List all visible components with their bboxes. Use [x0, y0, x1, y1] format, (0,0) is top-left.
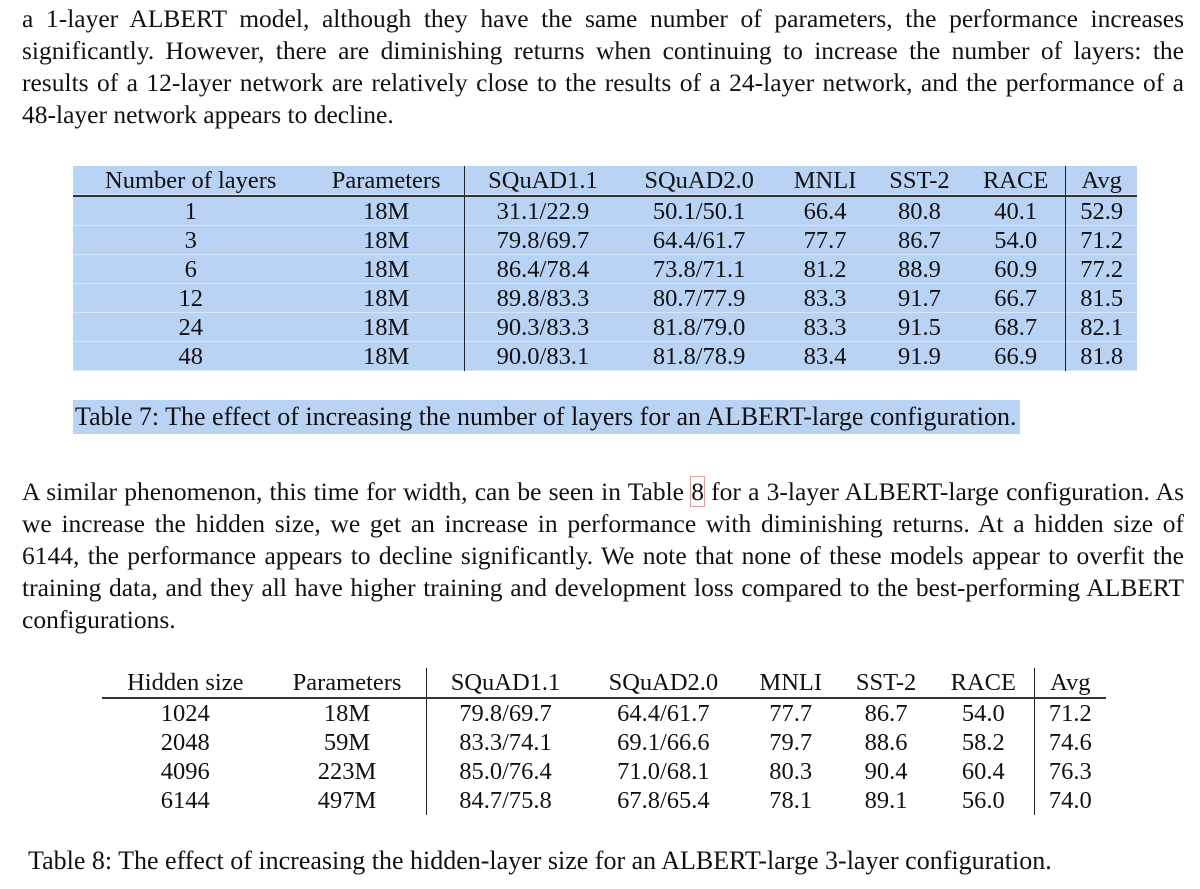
t8-cell: 223M [269, 757, 426, 786]
t7-cell: 66.9 [966, 342, 1066, 371]
t7-cell: 18M [309, 196, 465, 226]
t8-header-hidden-size: Hidden size [102, 668, 269, 698]
t8-cell: 79.8/69.7 [459, 700, 552, 727]
t7-cell: 81.2 [777, 255, 873, 284]
table-row [73, 342, 1137, 371]
table-8-caption: Table 8: The effect of increasing the hidden-layer size for an ALBERT-large 3-layer configuration. [28, 846, 1052, 875]
t8-cell: 79.7 [769, 729, 813, 756]
t7-cell: 80.7/77.9 [621, 284, 777, 313]
t8-cell-best: 90.4 [864, 758, 908, 785]
t8-cell: 86.7 [864, 700, 908, 727]
t8-header-race: RACE [933, 668, 1034, 698]
t8-cell: 2048 [160, 729, 210, 756]
t8-cell: 18M [269, 698, 426, 728]
t7-header-race: RACE [966, 166, 1066, 196]
t8-cell: 74.0 [1048, 787, 1092, 814]
t7-cell-best: 83.4 [777, 342, 873, 371]
t8-header-squad20: SQuAD2.0 [585, 668, 743, 698]
table-7-caption: Table 7: The effect of increasing the number of layers for an ALBERT-large configuration. [73, 400, 1020, 434]
table-7 [73, 166, 1137, 371]
paragraph-2-text-before: A similar phenomenon, this time for width, can be seen in Table [22, 477, 692, 506]
t7-cell: 66.4 [777, 196, 873, 226]
table-row [102, 786, 1106, 815]
body-paragraph-2 [22, 476, 1184, 636]
t8-cell-best: 60.4 [933, 757, 1034, 786]
t7-cell: 88.9 [873, 255, 966, 284]
table-row [73, 196, 1137, 226]
t7-cell: 86.4/78.4 [464, 255, 621, 284]
t8-cell: 88.6 [864, 729, 908, 756]
t7-cell: 79.8/69.7 [464, 226, 621, 255]
t7-cell: 80.8 [873, 196, 966, 226]
t7-cell: 18M [309, 313, 465, 342]
t8-cell-best: 71.0/68.1 [617, 758, 710, 785]
table-row [102, 698, 1106, 728]
table-row [73, 255, 1137, 284]
t7-cell: 1 [73, 196, 309, 226]
t7-cell: 3 [73, 226, 309, 255]
table-8-header-row [102, 668, 1106, 698]
t7-cell: 83.3 [777, 313, 873, 342]
t8-cell: 69.1/66.6 [617, 729, 710, 756]
t7-header-layers: Number of layers [73, 166, 309, 196]
t7-cell: 18M [309, 255, 465, 284]
t8-cell-best: 76.3 [1048, 758, 1092, 785]
t7-cell: 66.7 [966, 284, 1066, 313]
t8-cell: 84.7/75.8 [459, 787, 552, 814]
t7-cell: 40.1 [966, 196, 1066, 226]
t7-cell: 86.7 [873, 226, 966, 255]
t7-cell: 24 [73, 313, 309, 342]
t7-cell: 77.7 [777, 226, 873, 255]
t8-cell: 497M [269, 786, 426, 815]
t7-cell: 18M [309, 226, 465, 255]
t8-cell: 77.7 [769, 700, 813, 727]
t7-cell: 50.1/50.1 [621, 196, 777, 226]
t8-header-mnli: MNLI [742, 668, 839, 698]
t7-cell: 18M [309, 284, 465, 313]
t7-cell: 91.7 [873, 284, 966, 313]
t7-cell-best: 90.3/83.3 [464, 313, 621, 342]
t8-cell: 71.2 [1048, 700, 1092, 727]
table-row [102, 757, 1106, 786]
table-8-reference-link[interactable]: 8 [691, 477, 704, 506]
t7-cell: 54.0 [966, 226, 1066, 255]
t8-cell: 59M [269, 728, 426, 757]
t7-cell: 6 [73, 255, 309, 284]
t8-cell-best: 85.0/76.4 [459, 758, 552, 785]
t7-cell: 60.9 [966, 255, 1066, 284]
t7-cell: 64.4/61.7 [621, 226, 777, 255]
t7-cell: 90.0/83.1 [464, 342, 621, 371]
t7-cell: 83.3 [777, 284, 873, 313]
t8-header-avg: Avg [1034, 668, 1106, 698]
table-7-header-row [73, 166, 1137, 196]
t8-cell-best: 80.3 [769, 758, 813, 785]
t7-cell: 71.2 [1066, 226, 1137, 255]
t8-cell: 64.4/61.7 [617, 700, 710, 727]
t7-cell: 89.8/83.3 [464, 284, 621, 313]
t8-cell: 89.1 [864, 787, 908, 814]
t8-cell: 56.0 [933, 786, 1034, 815]
t8-cell: 83.3/74.1 [459, 729, 552, 756]
t7-header-sst2: SST-2 [873, 166, 966, 196]
t7-cell-best: 81.8/78.9 [621, 342, 777, 371]
t7-header-parameters: Parameters [309, 166, 465, 196]
t7-cell: 12 [73, 284, 309, 313]
table-row [73, 226, 1137, 255]
paragraph-2-text-after: for a 3-layer ALBERT-large configuration. As we increase the hidden size, we get an increase in performance with diminishing returns. At a hidden size of 6144, the performance appears to decline significantly. We note that none of these models appear to overfit the training data, and they all have higher training and development loss compared to the best-performing ALBERT configurations. [22, 477, 1184, 634]
t8-cell: 78.1 [769, 787, 813, 814]
table-row [73, 284, 1137, 313]
t8-cell: 4096 [160, 758, 210, 785]
t7-cell: 91.5 [873, 313, 966, 342]
t7-header-squad11: SQuAD1.1 [464, 166, 621, 196]
t7-cell-best: 81.8/79.0 [621, 313, 777, 342]
table-8 [102, 668, 1106, 815]
t8-cell: 67.8/65.4 [617, 787, 710, 814]
table-row [73, 313, 1137, 342]
t8-cell: 6144 [160, 787, 210, 814]
t8-header-squad11: SQuAD1.1 [426, 668, 584, 698]
t7-cell-best: 68.7 [966, 313, 1066, 342]
t8-cell: 74.6 [1048, 729, 1092, 756]
t7-cell: 52.9 [1066, 196, 1137, 226]
t7-cell-best: 82.1 [1066, 313, 1137, 342]
t7-cell: 81.5 [1066, 284, 1137, 313]
t7-header-avg: Avg [1066, 166, 1137, 196]
t7-cell: 18M [309, 342, 465, 371]
t7-cell: 81.8 [1066, 342, 1137, 371]
t7-cell: 73.8/71.1 [621, 255, 777, 284]
t7-header-squad20: SQuAD2.0 [621, 166, 777, 196]
body-paragraph-1: a 1-layer ALBERT model, although they have the same number of parameters, the performance increases significantly. However, there are diminishing returns when continuing to increase the number of layers: the results of a 12-layer network are relatively close to the results of a 24-layer network, and the performance of a 48-layer network appears to decline. [22, 4, 1184, 129]
t8-cell: 1024 [160, 700, 210, 727]
t7-header-mnli: MNLI [777, 166, 873, 196]
t8-header-sst2: SST-2 [839, 668, 933, 698]
t7-cell: 48 [73, 342, 309, 371]
t7-cell-best: 91.9 [873, 342, 966, 371]
t7-cell: 31.1/22.9 [464, 196, 621, 226]
t8-header-parameters: Parameters [269, 668, 426, 698]
t7-cell: 77.2 [1066, 255, 1137, 284]
t8-cell: 54.0 [933, 698, 1034, 728]
t8-cell: 58.2 [933, 728, 1034, 757]
table-row [102, 728, 1106, 757]
